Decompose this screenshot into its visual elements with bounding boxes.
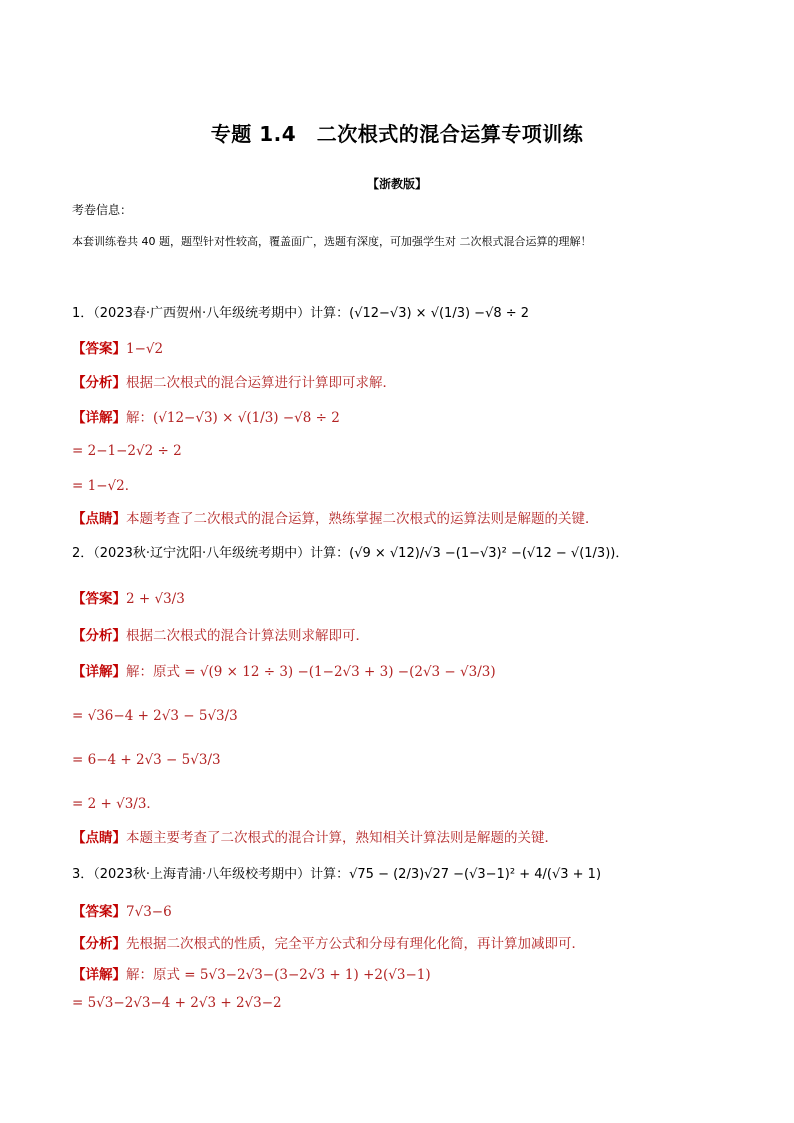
- analysis-text: 根据二次根式的混合运算进行计算即可求解．: [126, 375, 396, 391]
- problem-2-step-3: = 2 + √3/3．: [72, 796, 160, 812]
- problem-1-step-2: = 1−√2．: [72, 478, 139, 494]
- exam-info-label: 考卷信息：: [72, 203, 133, 217]
- comment-tag: 【点睛】: [72, 830, 126, 846]
- answer-tag: 【答案】: [72, 904, 126, 920]
- detail-intro: 解：原式 =: [126, 664, 200, 680]
- answer-value: 1−√2: [126, 341, 164, 357]
- answer-value: 2 + √3/3: [126, 591, 185, 607]
- problem-2-analysis: [72, 624, 369, 644]
- detail-expression: (√12−√3) × √(1/3) −√8 ÷ 2: [153, 410, 340, 426]
- answer-tag: 【答案】: [72, 591, 126, 607]
- problem-2-comment: [72, 826, 558, 846]
- exam-info-description: 本套训练卷共 40 题，题型针对性较高，覆盖面广，选题有深度，可加强学生对 二次根式混合运算的理解！: [72, 235, 592, 248]
- problem-3-analysis: [72, 932, 585, 952]
- edition-label: 【浙教版】: [366, 177, 427, 191]
- comment-text: 本题主要考查了二次根式的混合计算，熟知相关计算法则是解题的关键．: [126, 830, 558, 846]
- analysis-text: 根据二次根式的混合计算法则求解即可．: [126, 628, 369, 644]
- detail-expression: 5√3−2√3−(3−2√3 + 1) +2(√3−1): [199, 967, 431, 983]
- problem-1-analysis: [72, 371, 396, 391]
- analysis-tag: 【分析】: [72, 936, 126, 952]
- problem-2-step-2: = 6−4 + 2√3 − 5√3/3: [72, 752, 221, 768]
- comment-tag: 【点睛】: [72, 511, 126, 527]
- problem-1-comment: [72, 507, 599, 527]
- answer-tag: 【答案】: [72, 341, 126, 357]
- detail-intro: 解：原式 =: [126, 967, 200, 983]
- problem-2-answer: [72, 587, 185, 607]
- problem-3-detail: [72, 963, 431, 983]
- problem-1-step-1: = 2−1−2√2 ÷ 2: [72, 443, 182, 459]
- problem-3-question: 3．（2023秋·上海青浦·八年级校考期中）计算：√75 − (2/3)√27 −(√3−1)² + 4/(√3 + 1): [72, 867, 602, 882]
- detail-expression: √(9 × 12 ÷ 3) −(1−2√3 + 3) −(2√3 − √3/3): [199, 664, 496, 680]
- answer-value: 7√3−6: [126, 904, 172, 920]
- detail-tag: 【详解】: [72, 967, 126, 983]
- problem-1-detail: [72, 406, 340, 426]
- analysis-tag: 【分析】: [72, 628, 126, 644]
- problem-3-answer: [72, 900, 172, 920]
- detail-tag: 【详解】: [72, 664, 126, 680]
- page-title: 专题 1.4 二次根式的混合运算专项训练: [210, 122, 584, 146]
- problem-2-step-1: = √36−4 + 2√3 − 5√3/3: [72, 708, 238, 724]
- problem-2-detail: [72, 660, 496, 680]
- problem-3-step-1: = 5√3−2√3−4 + 2√3 + 2√3−2: [72, 995, 282, 1011]
- analysis-text: 先根据二次根式的性质，完全平方公式和分母有理化化简，再计算加减即可．: [126, 936, 585, 952]
- problem-1-answer: [72, 337, 163, 357]
- detail-intro: 解：: [126, 410, 153, 426]
- problem-2-question: 2．（2023秋·辽宁沈阳·八年级统考期中）计算：(√9 × √12)/√3 −(1−√3)² −(√12 − √(1/3))．: [72, 546, 629, 561]
- comment-text: 本题考查了二次根式的混合运算，熟练掌握二次根式的运算法则是解题的关键．: [126, 511, 599, 527]
- problem-1-question: 1．（2023春·广西贺州·八年级统考期中）计算：(√12−√3) × √(1/3) −√8 ÷ 2: [72, 306, 530, 321]
- detail-tag: 【详解】: [72, 410, 126, 426]
- analysis-tag: 【分析】: [72, 375, 126, 391]
